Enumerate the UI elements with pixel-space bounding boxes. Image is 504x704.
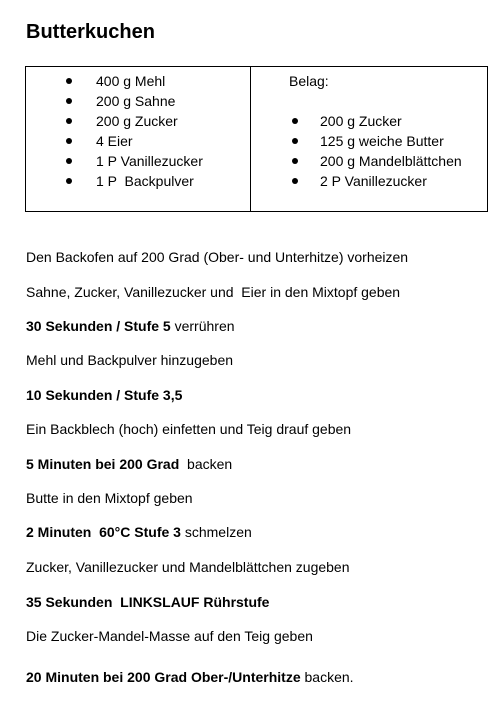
step-text: schmelzen: [180, 524, 252, 540]
bullet-icon: [66, 158, 72, 164]
instruction-step: [26, 667, 354, 687]
step-highlight: 35 Sekunden LINKSLAUF Rührstufe: [26, 594, 270, 610]
topping-label: Belag:: [289, 73, 329, 89]
page-title: Butterkuchen: [26, 21, 155, 43]
step-text: Ein Backblech (hoch) einfetten und Teig drauf geben: [26, 421, 352, 437]
ingredients-table: [25, 66, 488, 212]
step-highlight: 30 Sekunden / Stufe 5: [26, 318, 171, 334]
step-text: Zucker, Vanillezucker und Mandelblättchen zugeben: [26, 559, 350, 575]
instruction-step: [26, 282, 400, 302]
instruction-step: [26, 419, 351, 439]
step-text: verrühren: [170, 318, 235, 334]
instruction-step: [26, 557, 350, 577]
step-text: backen: [179, 456, 233, 472]
step-highlight: 5 Minuten bei 200 Grad: [26, 456, 180, 472]
bullet-icon: [66, 98, 72, 104]
step-highlight: 2 Minuten 60°C Stufe 3: [26, 524, 181, 540]
instruction-step: [26, 626, 313, 646]
instruction-step: [26, 592, 269, 612]
instruction-step: [26, 454, 232, 474]
bullet-icon: [66, 118, 72, 124]
step-text: Die Zucker-Mandel-Masse auf den Teig geben: [26, 628, 313, 644]
instruction-step: [26, 522, 252, 542]
instruction-step: [26, 488, 193, 508]
step-highlight: 10 Sekunden / Stufe 3,5: [26, 387, 183, 403]
dough-ingredients-cell: 400 g Mehl 200 g Sahne 200 g Zucker 4 Eier 1 P Vanillezucker 1 P Backpulver: [26, 67, 251, 211]
bullet-icon: [66, 178, 72, 184]
instruction-step: [26, 385, 182, 405]
bullet-icon: [292, 118, 298, 124]
bullet-icon: [66, 138, 72, 144]
bullet-icon: [292, 158, 298, 164]
step-text: Den Backofen auf 200 Grad (Ober- und Unterhitze) vorheizen: [26, 249, 409, 265]
topping-ingredients-cell: Belag: 200 g Zucker 125 g weiche Butter 200 g Mandelblättchen 2 P Vanillezucker: [289, 73, 462, 189]
step-highlight: 20 Minuten bei 200 Grad Ober-/Unterhitze: [26, 669, 301, 685]
instruction-step: [26, 316, 235, 336]
step-text: Butte in den Mixtopf geben: [26, 490, 193, 506]
bullet-icon: [292, 138, 298, 144]
bullet-icon: [66, 78, 72, 84]
step-text: Mehl und Backpulver hinzugeben: [26, 352, 234, 368]
instruction-step: [26, 350, 233, 370]
instruction-step: [26, 247, 408, 267]
step-text: backen.: [300, 669, 354, 685]
step-text: Sahne, Zucker, Vanillezucker und Eier in den Mixtopf geben: [26, 284, 401, 300]
bullet-icon: [292, 178, 298, 184]
